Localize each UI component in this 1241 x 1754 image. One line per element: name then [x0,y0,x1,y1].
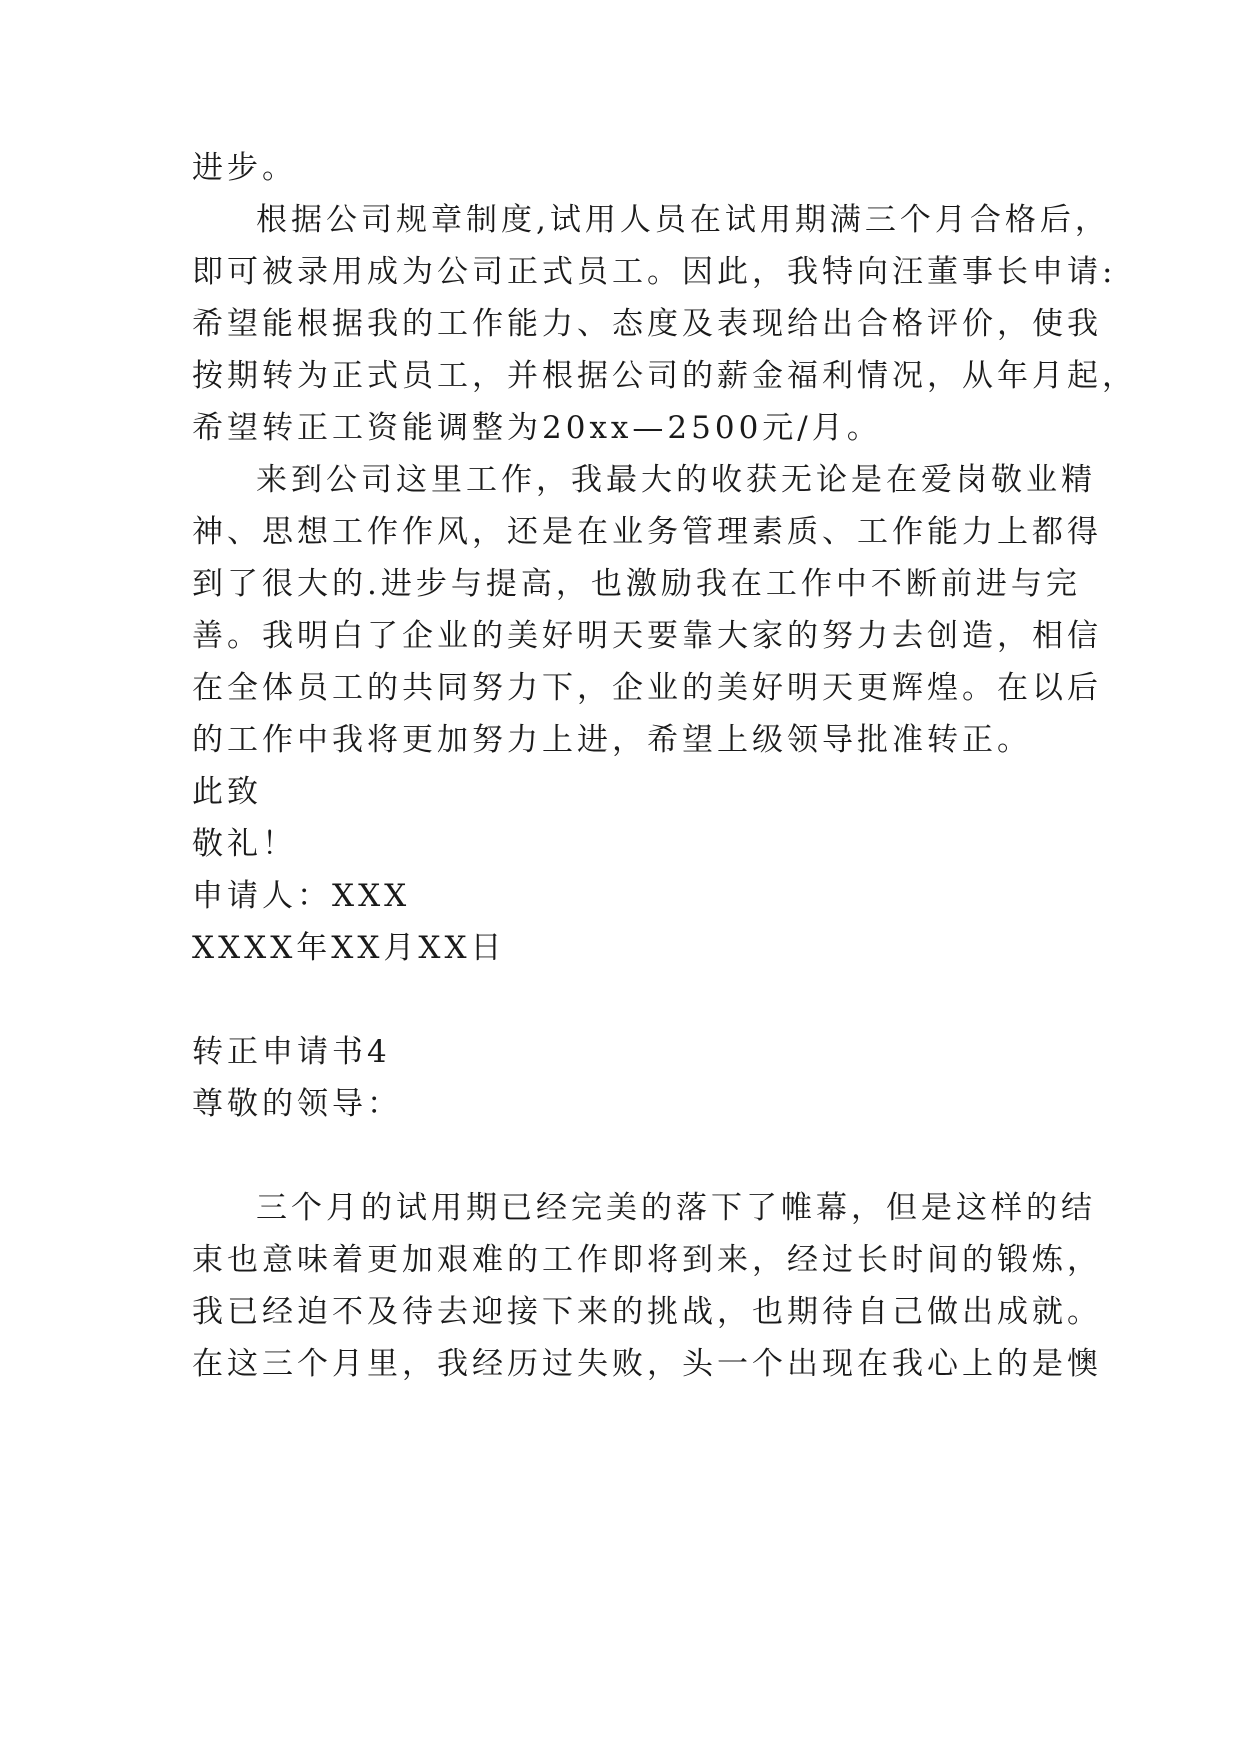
date-line: XXXX年XX月XX日 [192,930,506,966]
applicant-line: 申请人：XXX [192,878,411,914]
text-line: 来到公司这里工作，我最大的收获无论是在爱岗敬业精 [256,462,1096,498]
text-line: 根据公司规章制度,试用人员在试用期满三个月合格后， [256,202,1110,238]
text-line: 的工作中我将更加努力上进，希望上级领导批准转正。 [192,722,1032,758]
text-line: 在这三个月里，我经历过失败，头一个出现在我心上的是懊 [192,1346,1102,1382]
salutation-line: 敬礼！ [192,826,297,862]
text-line: 神、思想工作作风，还是在业务管理素质、工作能力上都得 [192,514,1102,550]
text-line: 即可被录用成为公司正式员工。因此，我特向汪董事长申请: [192,254,1117,290]
greeting-line: 尊敬的领导： [192,1086,402,1122]
text-line: 希望转正工资能调整为20xx—2500元/月。 [192,410,882,446]
text-line: 善。我明白了企业的美好明天要靠大家的努力去创造，相信 [192,618,1102,654]
text-line: 三个月的试用期已经完美的落下了帷幕，但是这样的结 [256,1190,1096,1226]
text-line: 在全体员工的共同努力下，企业的美好明天更辉煌。在以后 [192,670,1102,706]
section-title: 转正申请书4 [192,1034,391,1070]
text-line: 按期转为正式员工，并根据公司的薪金福利情况，从年月起， [192,358,1137,394]
text-line: 我已经迫不及待去迎接下来的挑战，也期待自己做出成就。 [192,1294,1102,1330]
text-line: 希望能根据我的工作能力、态度及表现给出合格评价，使我 [192,306,1102,342]
text-line: 束也意味着更加艰难的工作即将到来，经过长时间的锻炼， [192,1242,1102,1278]
text-line: 进步。 [192,150,297,186]
closing-line: 此致 [192,774,262,810]
text-line: 到了很大的.进步与提高，也激励我在工作中不断前进与完 [192,566,1081,602]
